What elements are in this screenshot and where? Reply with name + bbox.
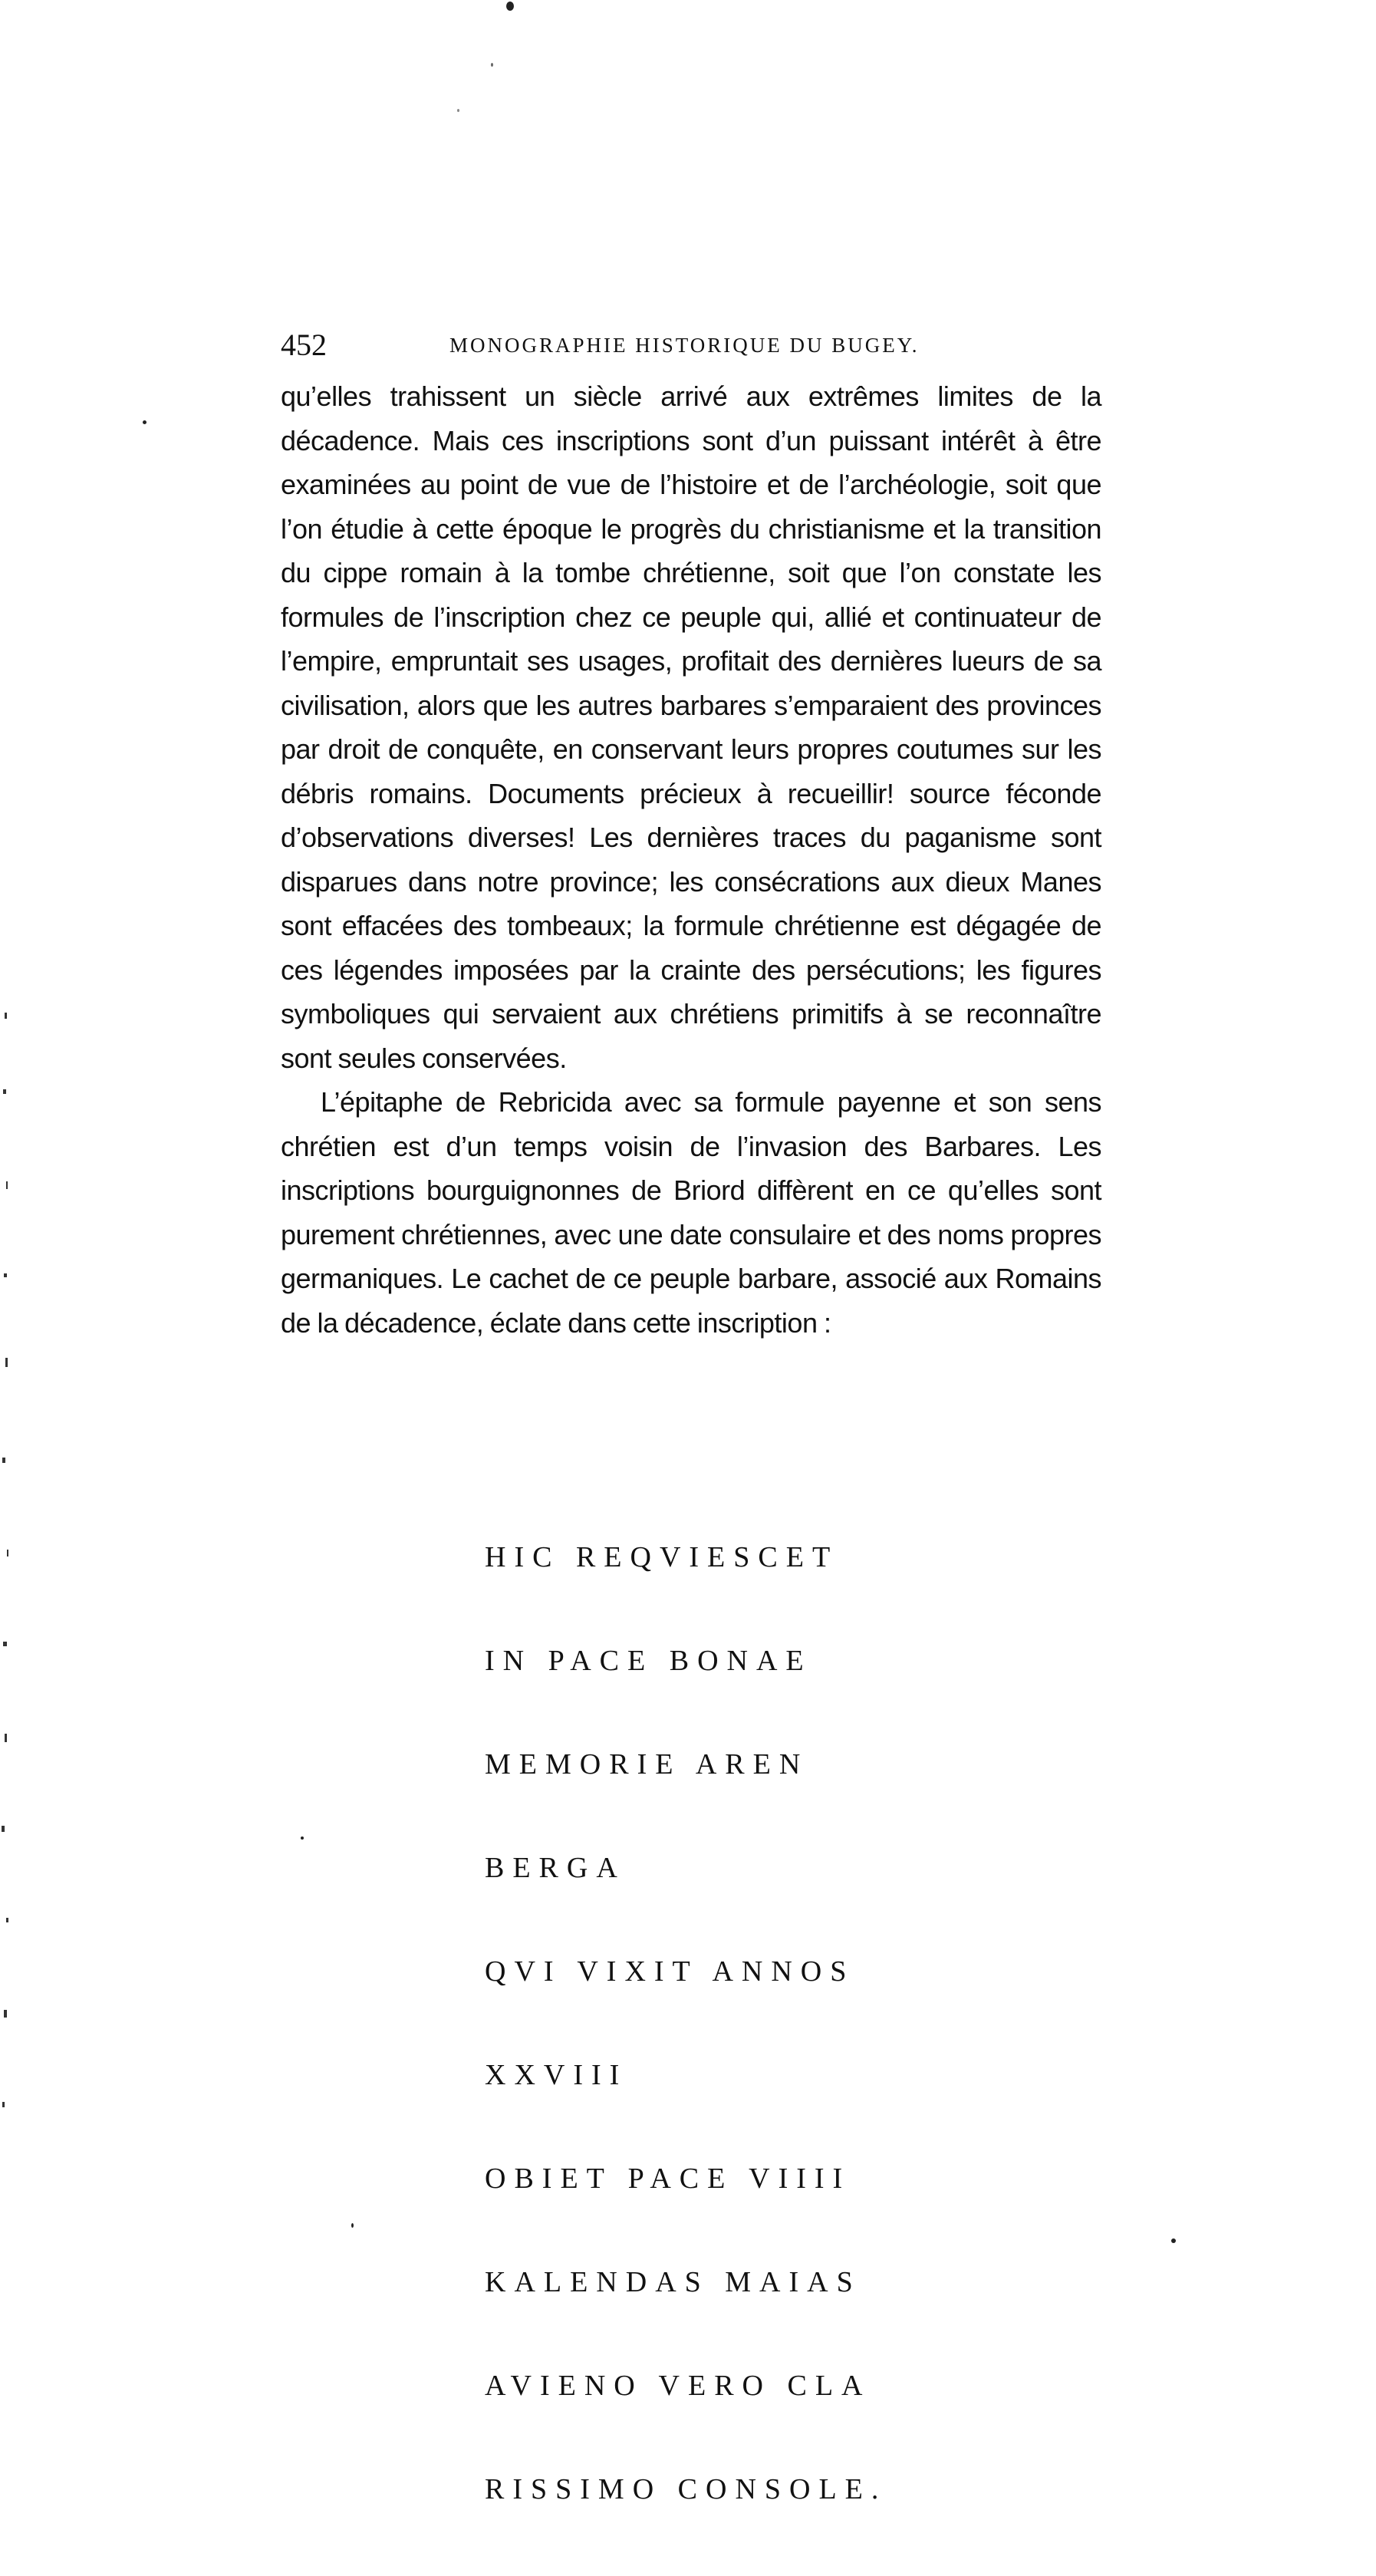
paragraph: qu’elles trahissent un siècle arrivé aux extrêmes limites de la décadence. Mais ces inscriptions sont d’un puissant intérêt à être examinées au point de vue de l’histoire et de l’archéologie, soit que l’on étudie à cette époque le progrès du christianisme et la transition du cippe romain à la tombe chrétienne, soit que l’on constate les formules de l’inscription chez ce peuple qui, allié et continuateur de l’empire, empruntait ses usages, profitait des dernières lueurs de sa civilisation, alors que les autres barbares s’emparaient des provinces par droit de conquête, en conservant leurs propres coutumes sur les débris romains. Documents précieux à recueillir! source féconde d’observations diverses! Les dernières traces du paganisme sont disparues dans notre province; les consécrations aux dieux Manes sont effacées des tombeaux; la formule chrétienne est dégagée de ces légendes imposées par la crainte des persécutions; les figures symboliques qui servaient aux chrétiens primitifs à se reconnaître sont seules conservées.	[281, 380, 1101, 1074]
scan-speck	[143, 420, 146, 424]
scan-speck	[457, 109, 459, 112]
scan-speck	[1171, 2238, 1176, 2243]
scan-speck	[301, 1836, 304, 1840]
scan-speck	[506, 2, 514, 11]
inscription-line: MEMORIE AREN	[485, 1748, 809, 1780]
inscription-line: HIC REQVIESCET	[485, 1541, 839, 1573]
inscription-line: RISSIMO CONSOLE.	[485, 2473, 887, 2505]
running-title: MONOGRAPHIE HISTORIQUE DU BUGEY.	[449, 334, 920, 357]
page-number: 452	[281, 328, 327, 362]
scan-speck	[491, 63, 493, 67]
inscription-line: OBIET PACE VIIII	[485, 2163, 851, 2195]
inscription-line: BERGA	[485, 1852, 626, 1884]
inscription-line: AVIENO VERO CLA	[485, 2370, 871, 2402]
inscription-line: KALENDAS MAIAS	[485, 2266, 861, 2298]
inscription-line: IN PACE BONAE	[485, 1645, 812, 1677]
scan-speck	[351, 2223, 354, 2228]
latin-inscription	[485, 1471, 887, 2576]
body-text	[281, 374, 1101, 1345]
inscription-line: XXVIII	[485, 2059, 628, 2091]
paragraph: L’épitaphe de Rebricida avec sa formule payenne et son sens chrétien est d’un temps voisin de l’invasion des Barbares. Les inscriptions bourguignonnes de Briord diffèrent en ce qu’elles sont purement chrétiennes, avec une date consulaire et des noms propres germaniques. Le cachet de ce peuple barbare, associé aux Romains de la décadence, éclate dans cette inscription :	[281, 1086, 1101, 1339]
scan-margin-noise	[0, 997, 14, 2148]
inscription-line: QVI VIXIT ANNOS	[485, 1955, 855, 1988]
running-head	[281, 322, 1109, 368]
